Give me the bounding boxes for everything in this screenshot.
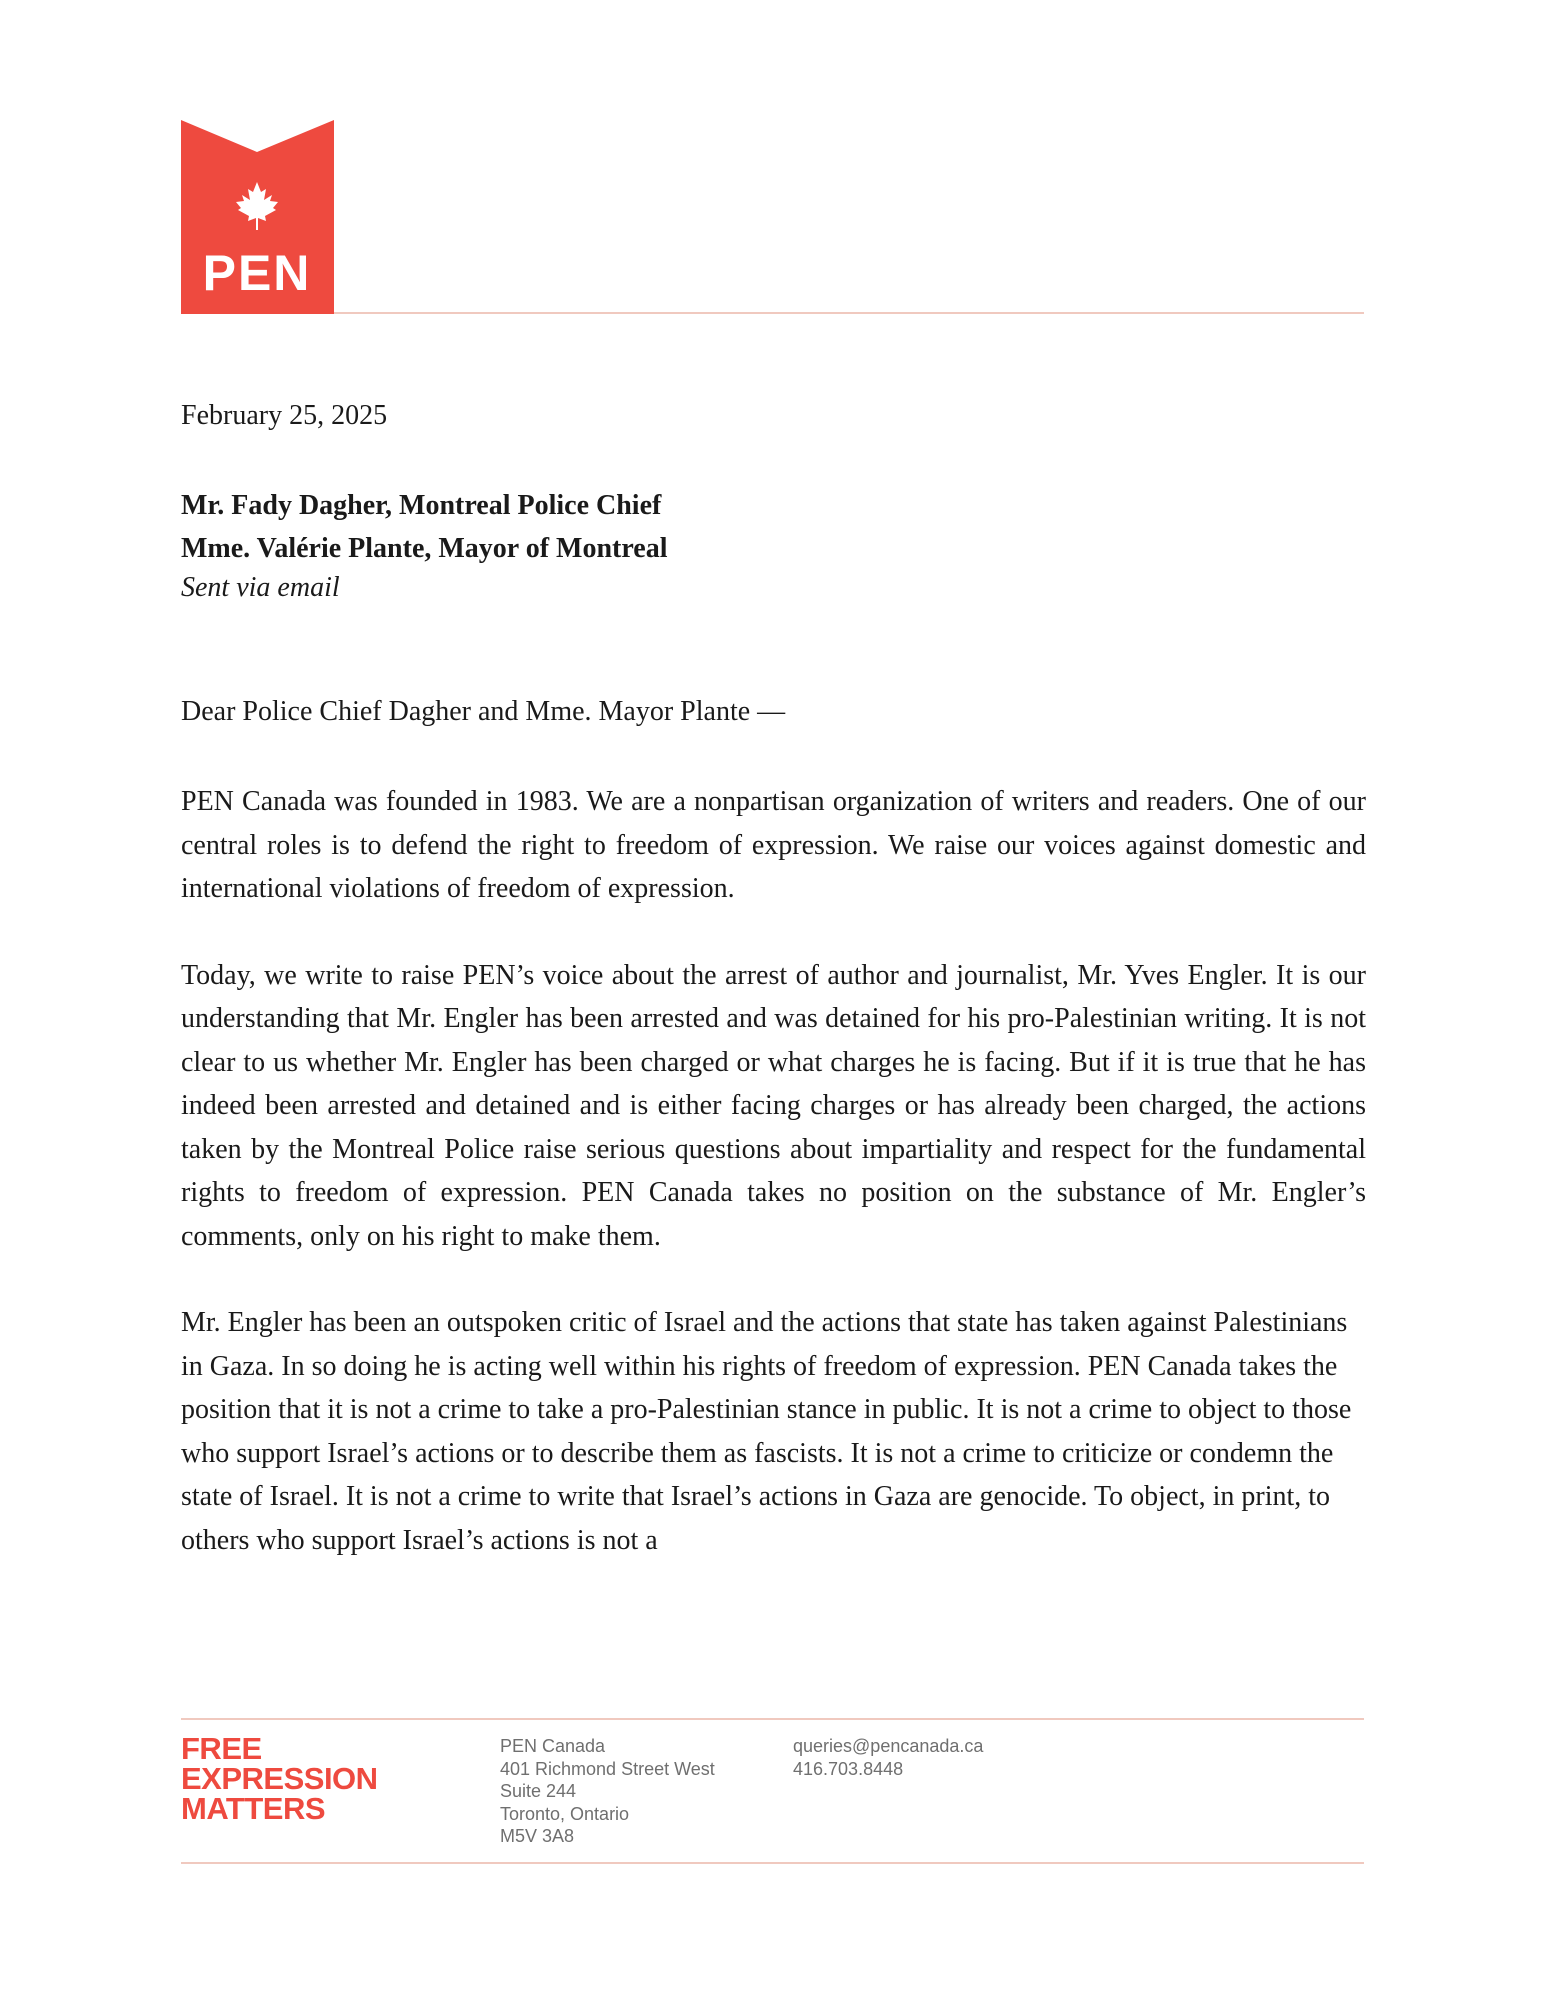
contact-phone: 416.703.8448 [793,1758,904,1779]
address-line: PEN Canada [500,1736,606,1756]
address-line: M5V 3A8 [500,1826,575,1846]
letter-body [181,780,1366,1605]
paragraph-position: Mr. Engler has been an outspoken critic of Israel and the actions that state has taken against Palestinians in Gaza. In so doing he is acting well within his rights of freedom of expression. PEN Canada takes the position that it is not a crime to take a pro-Palestinian stance in public. It is not a crime to object to those who support Israel’s actions or to describe them as fascists. It is not a crime to criticize or condemn the state of Israel. It is not a crime to write that Israel’s actions in Gaza are genocide. To object, in print, to others who support Israel’s actions is not a [181,1307,1352,1556]
logo-text: PEN [202,245,312,301]
delivery-note: Sent via email [181,572,340,603]
footer-contact [793,1735,983,1780]
paragraph-intro: PEN Canada was founded in 1983. We are a nonpartisan organization of writers and readers. One of our central roles is to defend the right to freedom of expression. We raise our voices against domestic and international violations of freedom of expression. [181,786,1366,904]
tagline-line: FREE [181,1731,262,1766]
footer-divider-bottom [181,1862,1364,1864]
contact-email: queries@pencanada.ca [793,1736,984,1756]
recipient-mayor: Mme. Valérie Plante, Mayor of Montreal [181,533,668,564]
pen-logo-graphic [181,120,334,314]
recipient-police-chief: Mr. Fady Dagher, Montreal Police Chief [181,490,662,521]
address-line: Suite 244 [500,1781,577,1801]
recipient-block [181,484,668,606]
footer-tagline [181,1731,378,1826]
footer-divider-top [181,1718,1364,1720]
tagline-line: EXPRESSION [181,1761,378,1796]
paragraph-arrest: Today, we write to raise PEN’s voice about the arrest of author and journalist, Mr. Yves Engler. It is our understanding that Mr. Engler has been arrested and was detained for his pro-Palestinian writing. It is not clear to us whether Mr. Engler has been charged or what charges he is facing. But if it is true that he has indeed been arrested and detained and is either facing charges or has already been charged, the actions taken by the Montreal Police raise serious questions about impartiality and respect for the fundamental rights to freedom of expression. PEN Canada takes no position on the substance of Mr. Engler’s comments, only on his right to make them. [181,959,1366,1252]
salutation: Dear Police Chief Dagher and Mme. Mayor Plante — [181,696,786,727]
letter-date: February 25, 2025 [181,400,388,431]
address-line: Toronto, Ontario [500,1803,630,1824]
tagline-line: MATTERS [181,1791,326,1826]
footer-address [500,1735,715,1848]
header-divider [334,312,1364,314]
address-line: 401 Richmond Street West [500,1758,715,1779]
pen-logo [181,120,334,314]
